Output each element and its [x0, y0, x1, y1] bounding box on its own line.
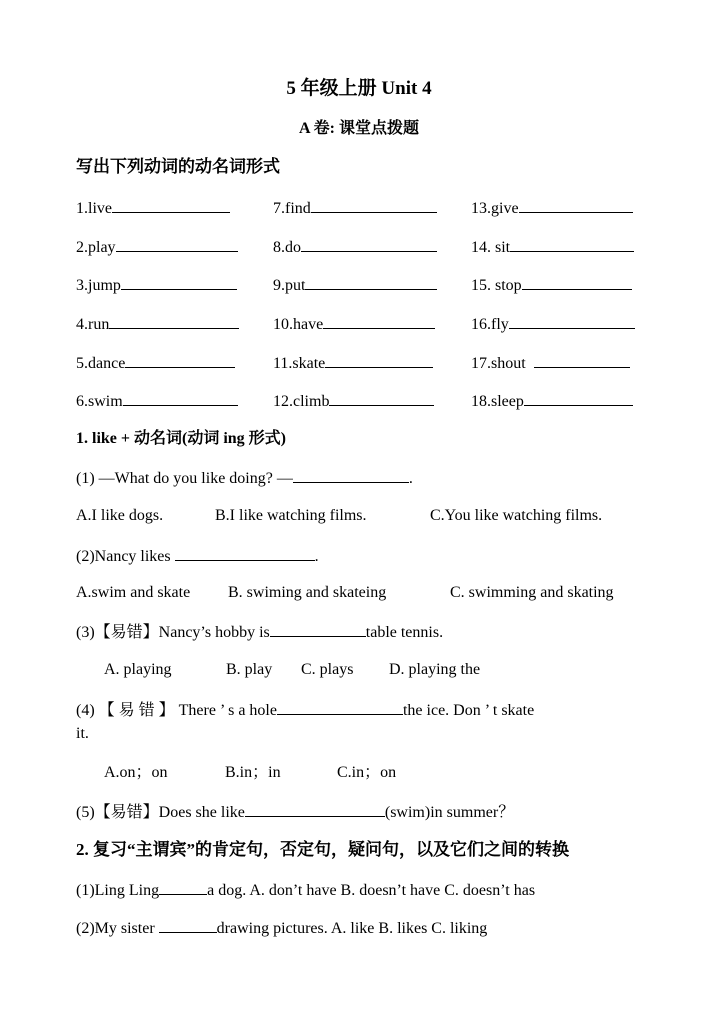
question-2: (2)Nancy likes . — [76, 544, 319, 568]
verb-item: 6.swim — [76, 389, 238, 413]
verb-item: 12.climb — [273, 389, 434, 413]
page-subtitle: A 卷: 课堂点拨题 — [298, 120, 419, 137]
question-2-option-a: A.swim and skate — [76, 584, 191, 601]
verb-item: 8.do — [273, 235, 437, 259]
section-2-question-1: (1)Ling Ling a dog. A. don’t have B. doesn’t have C. doesn’t has — [76, 878, 535, 902]
question-3-option-d: D. playing the — [389, 661, 481, 678]
verb-item: 10.have — [273, 312, 435, 336]
question-4-option-b: B.in；in — [225, 764, 281, 781]
verb-item: 2.play — [76, 235, 238, 259]
question-1-option-b: B.I like watching films. — [215, 507, 367, 524]
question-5: (5)【易错】Does she like (swim)in summer？ — [76, 800, 514, 824]
question-1-option-c: C.You like watching films. — [430, 507, 603, 524]
verb-item: 7.find — [273, 196, 437, 220]
question-4-option-c: C.in；on — [337, 764, 397, 781]
verb-item: 3.jump — [76, 273, 237, 297]
question-3-option-a: A. playing — [104, 661, 172, 678]
question-1: (1) —What do you like doing? — . — [76, 466, 413, 490]
question-3-option-c: C. plays — [301, 661, 354, 678]
verb-item: 18.sleep — [471, 389, 633, 413]
verb-item: 9.put — [273, 273, 437, 297]
question-4-continued: it. — [76, 725, 89, 742]
verb-item: 15. stop — [471, 273, 632, 297]
question-4-option-a: A.on；on — [104, 764, 168, 781]
verb-item: 4.run — [76, 312, 239, 336]
section-heading-verbs: 写出下列动词的动名词形式 — [76, 157, 280, 176]
verb-item: 5.dance — [76, 351, 235, 375]
verb-item: 14. sit — [471, 235, 634, 259]
verb-item: 1.live — [76, 196, 230, 220]
section-heading-sentences: 2. 复习“主谓宾”的肯定句，否定句，疑问句，以及它们之间的转换 — [76, 840, 569, 859]
section-2-question-2: (2)My sister drawing pictures. A. like B. likes C. liking — [76, 916, 487, 940]
question-3-option-b: B. play — [226, 661, 273, 678]
question-3: (3)【易错】Nancy’s hobby is table tennis. — [76, 620, 443, 644]
question-2-option-b: B. swiming and skateing — [228, 584, 387, 601]
page-title: 5 年级上册 Unit 4 — [286, 78, 432, 99]
verb-item: 13.give — [471, 196, 633, 220]
question-4: (4) 【 易 错 】 There ’ s a hole the ice. Don ’ t skate — [76, 698, 534, 722]
question-2-option-c: C. swimming and skating — [450, 584, 614, 601]
verb-item: 11.skate — [273, 351, 433, 375]
verb-item: 16.fly — [471, 312, 635, 336]
verb-item: 17.shout — [471, 351, 630, 375]
question-1-option-a: A.I like dogs. — [76, 507, 164, 524]
section-heading-like: 1. like + 动名词(动词 ing 形式) — [76, 430, 287, 447]
